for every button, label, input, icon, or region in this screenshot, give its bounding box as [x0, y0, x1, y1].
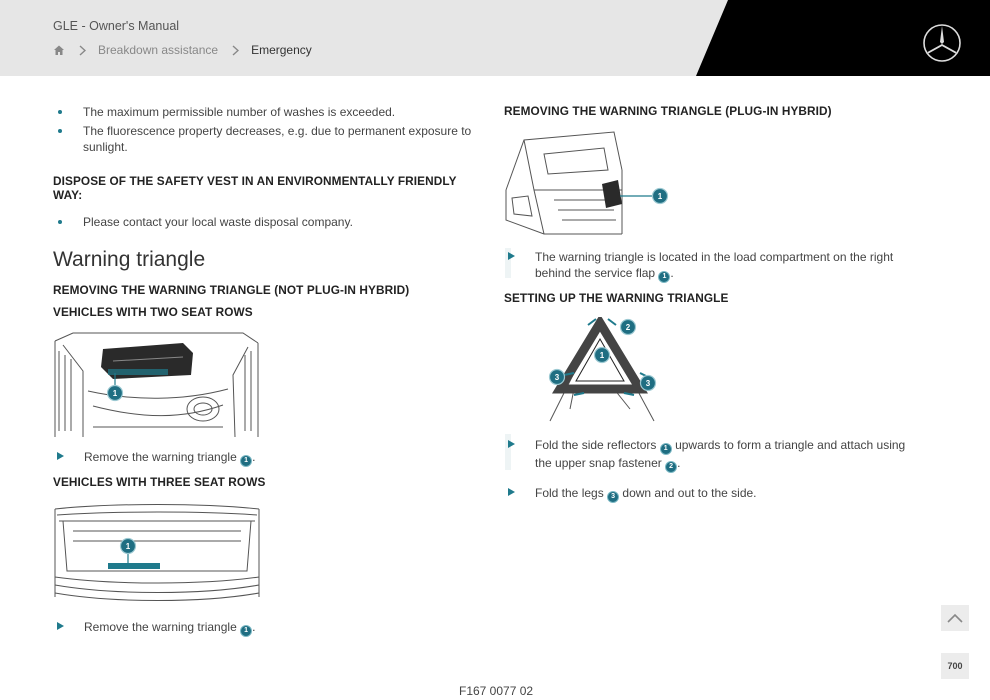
- step-arrow-icon: [57, 622, 64, 630]
- hybrid-illustration: [504, 130, 674, 238]
- dispose-heading: DISPOSE OF THE SAFETY VEST IN AN ENVIRONMENTALLY FRIENDLY WAY:: [53, 174, 457, 202]
- three-rows-illustration: [53, 501, 261, 607]
- step-arrow-icon: [508, 440, 515, 448]
- breadcrumb-item-breakdown[interactable]: Breakdown assistance: [98, 43, 219, 57]
- step-text: Fold the side reflectors: [535, 438, 657, 452]
- three-rows-step: Remove the warning triangle 1 .: [53, 619, 473, 637]
- figure-code: F167 0077 02: [459, 684, 534, 698]
- triangle-setup-illustration: [544, 317, 674, 425]
- breadcrumb: [53, 41, 312, 59]
- svg-text:1: 1: [112, 389, 118, 398]
- breadcrumb-item-emergency[interactable]: Emergency: [251, 43, 312, 57]
- vest-bullet-list: [53, 104, 473, 155]
- chevron-up-icon: [947, 613, 963, 623]
- list-item: Please contact your local waste disposal company.: [53, 214, 473, 230]
- svg-text:1: 1: [599, 351, 605, 360]
- hybrid-heading: REMOVING THE WARNING TRIANGLE (PLUG-IN HYBRID): [504, 104, 832, 118]
- setup-step-2: [504, 485, 924, 503]
- svg-text:1: 1: [657, 192, 663, 201]
- chevron-right-icon: [232, 45, 239, 56]
- page-number: 700: [941, 653, 969, 679]
- manual-title: GLE - Owner's Manual: [53, 19, 180, 33]
- callout-2-icon: 2: [665, 461, 677, 473]
- step-text: down and out to the side.: [622, 486, 757, 500]
- svg-text:1: 1: [125, 542, 131, 551]
- svg-text:2: 2: [625, 323, 631, 332]
- step-text: upwards to form a triangle and attach using the upper snap fastener: [535, 438, 906, 470]
- step-arrow-icon: [57, 452, 64, 460]
- section-title: Warning triangle: [53, 248, 206, 271]
- remove-heading-not-hybrid: REMOVING THE WARNING TRIANGLE (NOT PLUG-IN HYBRID): [53, 283, 410, 297]
- setup-step-1: Fold the side reflectors 1 upwards to form a triangle and attach using the upper snap fastener 2 .: [504, 437, 924, 473]
- three-rows-heading: VEHICLES WITH THREE SEAT ROWS: [53, 475, 266, 489]
- step-arrow-icon: [508, 488, 515, 496]
- callout-3-icon: 3: [607, 491, 619, 503]
- step-text: Fold the legs: [535, 486, 604, 500]
- callout-1-icon: 1: [660, 443, 672, 455]
- header-bar: [0, 0, 990, 76]
- header-black-panel: [0, 0, 990, 76]
- step-text: The warning triangle is located in the load compartment on the right behind the service flap: [535, 250, 894, 280]
- two-rows-step: Remove the warning triangle 1 .: [53, 449, 473, 467]
- mercedes-star-icon: [922, 23, 962, 63]
- dispose-bullet-list: [53, 214, 473, 230]
- step-text: Remove the warning triangle: [84, 620, 237, 634]
- setup-heading: SETTING UP THE WARNING TRIANGLE: [504, 291, 729, 305]
- step-text: Remove the warning triangle: [84, 450, 237, 464]
- svg-text:3: 3: [645, 379, 651, 388]
- left-column: [53, 104, 473, 637]
- two-rows-illustration: [53, 331, 259, 437]
- list-item: The fluorescence property decreases, e.g. due to permanent exposure to sunlight.: [53, 123, 473, 155]
- two-rows-heading: VEHICLES WITH TWO SEAT ROWS: [53, 305, 253, 319]
- callout-1-icon: 1: [240, 625, 252, 637]
- step-arrow-icon: [508, 252, 515, 260]
- right-column: [504, 104, 924, 503]
- hybrid-step: The warning triangle is located in the load compartment on the right behind the service flap 1 .: [504, 249, 924, 283]
- svg-text:3: 3: [554, 373, 560, 382]
- callout-1-icon: 1: [658, 271, 670, 283]
- chevron-right-icon: [79, 45, 86, 56]
- list-item: The maximum permissible number of washes is exceeded.: [53, 104, 473, 120]
- home-icon[interactable]: [53, 44, 65, 56]
- callout-1-icon: 1: [240, 455, 252, 467]
- scroll-to-top-button[interactable]: [941, 605, 969, 631]
